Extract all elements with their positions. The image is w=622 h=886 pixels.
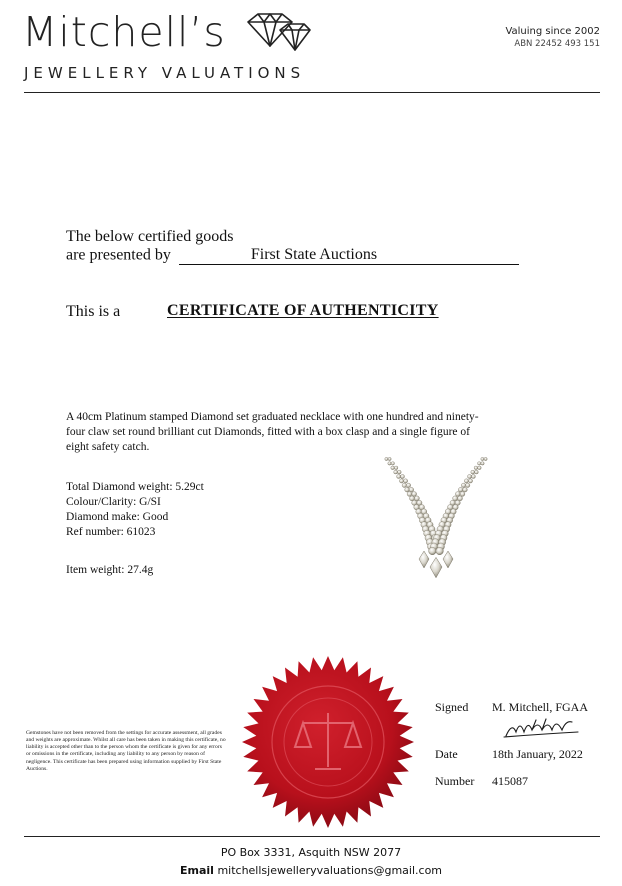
- recipient-underline: [179, 246, 519, 265]
- necklace-gem: [474, 466, 478, 470]
- necklace-gem: [436, 547, 443, 554]
- necklace-gem: [429, 547, 436, 554]
- necklace-gem: [401, 475, 405, 479]
- handwritten-signature: [502, 716, 582, 740]
- certificate-title: CERTIFICATE OF AUTHENTICITY: [167, 302, 439, 319]
- ref-number: Ref number: 61023: [66, 526, 156, 538]
- necklace-gem: [468, 475, 472, 479]
- necklace-gem: [388, 457, 391, 460]
- recipient-name: First State Auctions: [250, 246, 378, 263]
- footer-rule: [24, 836, 600, 837]
- necklace-gem: [397, 470, 401, 474]
- necklace-gem: [471, 470, 475, 474]
- necklace-gem: [397, 475, 401, 479]
- wax-seal-icon: [241, 655, 415, 829]
- necklace-gem: [406, 483, 410, 487]
- necklace-gem: [471, 475, 475, 479]
- necklace-pendant-gem: [443, 551, 453, 568]
- necklace-gem: [475, 470, 479, 474]
- email-label: Email: [179, 864, 214, 877]
- date-label: Date: [435, 747, 458, 761]
- email-address: mitchellsjewelleryvaluations@gmail.com: [217, 864, 443, 877]
- certified-goods-line: The below certified goods: [66, 228, 234, 245]
- diamond-make: Diamond make: Good: [66, 511, 169, 523]
- necklace-gem: [388, 462, 391, 465]
- necklace-gem: [404, 479, 408, 483]
- necklace-gem: [391, 462, 394, 465]
- footer-address: PO Box 3331, Asquith NSW 2077: [220, 846, 402, 859]
- necklace-gem: [455, 492, 460, 497]
- colour-clarity: Colour/Clarity: G/SI: [66, 496, 161, 508]
- certificate-prefix: This is a: [66, 303, 121, 320]
- item-weight: Item weight: 27.4g: [66, 564, 154, 576]
- presented-by-label: are presented by: [66, 246, 171, 264]
- necklace-gem: [394, 466, 398, 470]
- necklace-gem: [412, 492, 417, 497]
- necklace-image: [378, 455, 494, 585]
- signed-name: M. Mitchell, FGAA: [492, 700, 588, 714]
- number-value: 415087: [492, 774, 528, 788]
- necklace-gem: [463, 487, 468, 492]
- company-info: [505, 26, 600, 49]
- total-diamond-weight: Total Diamond weight: 5.29ct: [66, 481, 204, 493]
- necklace-gem: [466, 483, 470, 487]
- necklace-gem: [394, 470, 398, 474]
- signed-label: Signed: [435, 700, 469, 714]
- necklace-gem: [409, 487, 414, 492]
- disclaimer-text: Gemstones have not been removed from the settings for accurate assessment, all grades and weights are approximate. Whilst all care has been taken in making this certificate, no liability is accepted other than to the person whom the certificate is given for any errors or omissions in the certificate, including any liability to any person by reason of negligence. This certificate has been prepared using information supplied by First State Auctions.: [26, 730, 226, 772]
- necklace-gem: [481, 457, 484, 460]
- footer-email: [0, 864, 622, 877]
- necklace-gem: [402, 483, 406, 487]
- valuing-since: Valuing since 2002: [505, 26, 600, 37]
- necklace-gem: [481, 462, 484, 465]
- date-value: 18th January, 2022: [492, 747, 583, 761]
- necklace-gem: [484, 457, 487, 460]
- necklace-gem: [385, 457, 388, 460]
- necklace-strand: [385, 457, 487, 577]
- necklace-gem: [399, 479, 403, 483]
- number-label: Number: [435, 774, 475, 788]
- logo-subtitle: JEWELLERY VALUATIONS: [24, 64, 306, 82]
- item-description: A 40cm Platinum stamped Diamond set graduated necklace with one hundred and ninety-four claw set round brilliant cut Diamonds, fitted with a box clasp and a single figure of eight safety catch.: [66, 411, 479, 453]
- header-rule: [24, 92, 600, 93]
- necklace-gem: [391, 466, 395, 470]
- necklace-gem: [405, 487, 410, 492]
- diamond-icon: [244, 12, 312, 54]
- necklace-gem: [460, 492, 465, 497]
- presented-by-line: [66, 246, 519, 265]
- necklace-gem: [468, 479, 472, 483]
- necklace-gem: [461, 483, 465, 487]
- necklace-gem: [478, 462, 481, 465]
- abn-number: ABN 22452 493 151: [514, 38, 600, 49]
- necklace-gem: [464, 479, 468, 483]
- necklace-gem: [407, 492, 412, 497]
- necklace-pendant-gem: [419, 551, 429, 568]
- necklace-gem: [458, 487, 463, 492]
- logo-wordmark: Mitchell’s: [22, 8, 226, 56]
- necklace-gem: [478, 466, 482, 470]
- necklace-pendant-gem: [430, 557, 442, 577]
